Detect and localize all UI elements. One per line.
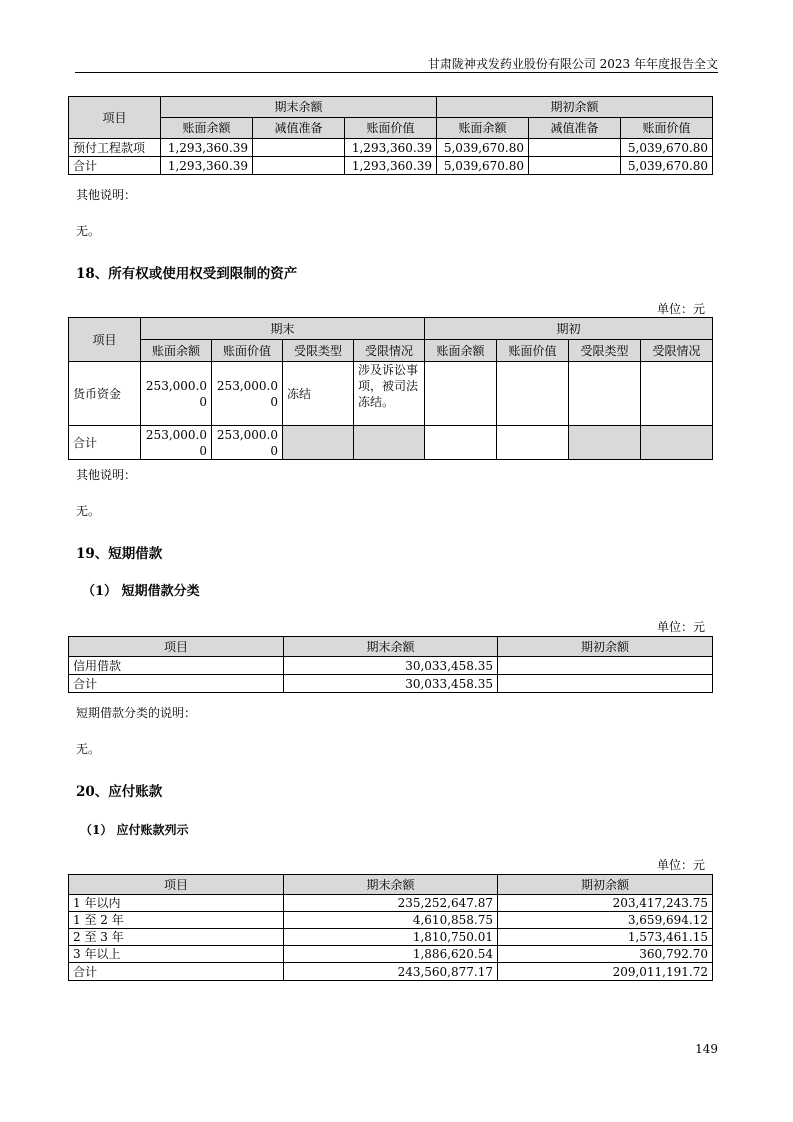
cell-value: 253,000.00 xyxy=(141,362,212,426)
col-header: 受限情况 xyxy=(641,340,713,362)
section-heading: 20、应付账款 xyxy=(76,784,163,800)
row-label: 2 至 3 年 xyxy=(69,929,284,946)
cell-value: 253,000.00 xyxy=(212,362,283,426)
col-header: 项目 xyxy=(69,637,284,657)
col-header: 受限类型 xyxy=(283,340,354,362)
col-header: 账面余额 xyxy=(141,340,212,362)
cell-value xyxy=(425,362,497,426)
page-number: 149 xyxy=(695,1042,718,1056)
header-divider xyxy=(75,72,718,73)
col-header: 受限类型 xyxy=(569,340,641,362)
cell-value: 5,039,670.80 xyxy=(621,157,713,175)
cell-value: 1,293,360.39 xyxy=(161,139,253,157)
col-header: 账面价值 xyxy=(345,118,437,139)
header-end-balance: 期末余额 xyxy=(161,97,437,118)
cell-restriction-type: 冻结 xyxy=(283,362,354,426)
cell-value: 1,573,461.15 xyxy=(498,929,713,946)
cell-value: 253,000.00 xyxy=(141,426,212,460)
col-header: 减值准备 xyxy=(253,118,345,139)
cell-value: 30,033,458.35 xyxy=(284,657,498,675)
cell-value xyxy=(497,362,569,426)
cell-value: 5,039,670.80 xyxy=(621,139,713,157)
table-row xyxy=(69,657,713,675)
cell-value xyxy=(498,657,713,675)
col-header: 期末余额 xyxy=(284,637,498,657)
cell-value: 360,792.70 xyxy=(498,946,713,963)
row-label: 货币资金 xyxy=(69,362,141,426)
loan-note-label: 短期借款分类的说明： xyxy=(76,706,197,720)
cell-value: 5,039,670.80 xyxy=(437,139,529,157)
cell-value: 1,293,360.39 xyxy=(345,139,437,157)
cell-value: 5,039,670.80 xyxy=(437,157,529,175)
other-notes-label: 其他说明： xyxy=(76,188,137,202)
cell-value xyxy=(641,362,713,426)
col-header: 期末余额 xyxy=(284,875,498,895)
col-header: 受限情况 xyxy=(354,340,425,362)
table-row xyxy=(69,426,713,460)
cell-value: 4,610,858.75 xyxy=(284,912,498,929)
row-label: 1 至 2 年 xyxy=(69,912,284,929)
cell-value: 1,293,360.39 xyxy=(345,157,437,175)
row-label: 3 年以上 xyxy=(69,946,284,963)
cell-restriction-detail: 涉及诉讼事项，被司法冻结。 xyxy=(354,362,425,426)
other-notes-text: 无。 xyxy=(76,224,101,238)
other-notes-label: 其他说明： xyxy=(76,468,137,482)
sub-heading: （1） 应付账款列示 xyxy=(80,823,189,837)
cell-value xyxy=(253,157,345,175)
header-item: 项目 xyxy=(69,97,161,139)
col-header: 账面价值 xyxy=(212,340,283,362)
section-heading: 18、所有权或使用权受到限制的资产 xyxy=(76,266,298,282)
cell-value: 1,810,750.01 xyxy=(284,929,498,946)
unit-label: 单位：元 xyxy=(656,302,705,316)
cell-value: 3,659,694.12 xyxy=(498,912,713,929)
cell-value: 30,033,458.35 xyxy=(284,675,498,693)
row-label: 信用借款 xyxy=(69,657,284,675)
col-header: 账面余额 xyxy=(161,118,253,139)
row-label: 合计 xyxy=(69,963,284,981)
header-begin-balance: 期初余额 xyxy=(437,97,713,118)
cell-value xyxy=(253,139,345,157)
col-header: 账面余额 xyxy=(437,118,529,139)
cell-value: 243,560,877.17 xyxy=(284,963,498,981)
row-label: 合计 xyxy=(69,157,161,175)
table-row xyxy=(69,895,713,912)
table-row xyxy=(69,362,713,426)
cell-value xyxy=(497,426,569,460)
table-row xyxy=(69,139,713,157)
row-label: 1 年以内 xyxy=(69,895,284,912)
cell-value: 1,293,360.39 xyxy=(161,157,253,175)
col-header: 期初余额 xyxy=(498,875,713,895)
col-header: 减值准备 xyxy=(529,118,621,139)
other-notes-text: 无。 xyxy=(76,504,101,518)
col-header: 期初余额 xyxy=(498,637,713,657)
prepaid-table xyxy=(68,96,713,175)
cell-value xyxy=(425,426,497,460)
table-row xyxy=(69,946,713,963)
short-term-loans-table xyxy=(68,636,713,693)
header-item: 项目 xyxy=(69,318,141,362)
table-row xyxy=(69,157,713,175)
report-header-title: 甘肃陇神戎发药业股份有限公司 2023 年年度报告全文 xyxy=(427,57,718,71)
cell-value: 209,011,191.72 xyxy=(498,963,713,981)
cell-value xyxy=(569,362,641,426)
table-row xyxy=(69,912,713,929)
cell-value: 1,886,620.54 xyxy=(284,946,498,963)
cell-shaded xyxy=(569,426,641,460)
sub-heading: （1） 短期借款分类 xyxy=(82,584,200,599)
row-label: 合计 xyxy=(69,675,284,693)
cell-value xyxy=(498,675,713,693)
table-row xyxy=(69,929,713,946)
unit-label: 单位：元 xyxy=(656,620,705,634)
table-row xyxy=(69,675,713,693)
cell-value: 253,000.00 xyxy=(212,426,283,460)
loan-note-text: 无。 xyxy=(76,742,101,756)
col-header: 项目 xyxy=(69,875,284,895)
accounts-payable-table xyxy=(68,874,713,981)
cell-value: 203,417,243.75 xyxy=(498,895,713,912)
cell-shaded xyxy=(641,426,713,460)
cell-value: 235,252,647.87 xyxy=(284,895,498,912)
row-label: 预付工程款项 xyxy=(69,139,161,157)
cell-shaded xyxy=(354,426,425,460)
col-header: 账面价值 xyxy=(497,340,569,362)
cell-value xyxy=(529,139,621,157)
row-label: 合计 xyxy=(69,426,141,460)
header-period-end: 期末 xyxy=(141,318,425,340)
cell-shaded xyxy=(283,426,354,460)
unit-label: 单位：元 xyxy=(656,858,705,872)
section-heading: 19、短期借款 xyxy=(76,546,163,562)
header-period-begin: 期初 xyxy=(425,318,713,340)
table-row xyxy=(69,963,713,981)
cell-value xyxy=(529,157,621,175)
col-header: 账面余额 xyxy=(425,340,497,362)
restricted-assets-table xyxy=(68,317,713,460)
col-header: 账面价值 xyxy=(621,118,713,139)
